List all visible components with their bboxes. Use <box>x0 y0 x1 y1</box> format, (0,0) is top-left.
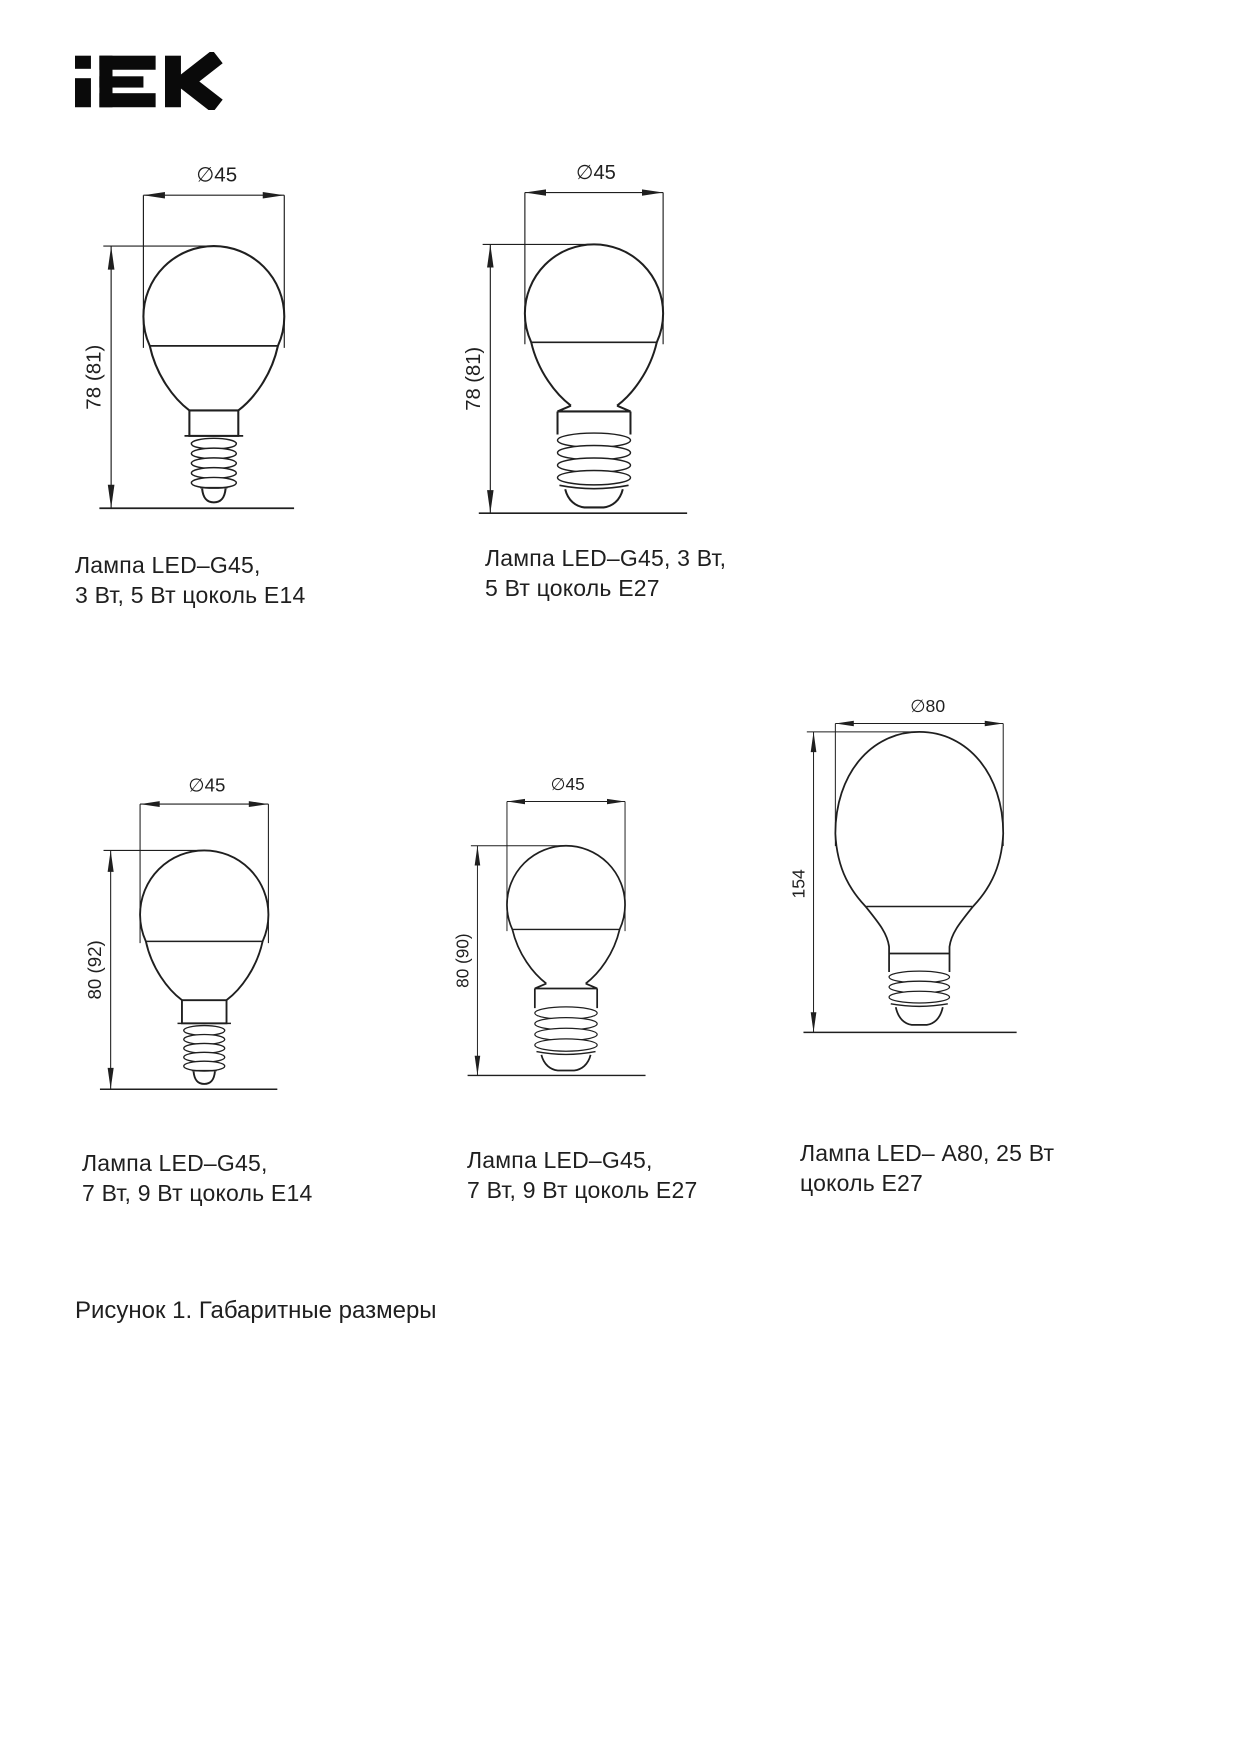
contact-tip <box>541 1055 590 1071</box>
contact-tip <box>565 489 623 507</box>
caption-g45-e27-7w <box>467 1145 697 1205</box>
caption-line: Лампа LED–G45, 3 Вт, <box>485 545 727 571</box>
diagram-g45-e27-3w <box>450 158 690 576</box>
screw-threads-e14 <box>184 1026 225 1071</box>
caption-line: 5 Вт цоколь Е27 <box>485 575 660 601</box>
screw-threads-e27 <box>535 1007 597 1051</box>
diameter-label: ∅45 <box>575 162 616 185</box>
base-collar <box>889 953 949 971</box>
diagram-g45-e14-7w <box>75 772 280 1151</box>
base-shoulder <box>535 984 597 989</box>
height-label: 80 (92) <box>83 940 105 1000</box>
caption-line: Лампа LED– А80, 25 Вт <box>800 1140 1055 1166</box>
tip-shoulder <box>891 1004 948 1007</box>
contact-tip <box>194 1071 215 1083</box>
diameter-dimension <box>835 721 1003 846</box>
base-collar <box>535 988 597 1008</box>
diameter-dimension <box>143 192 284 348</box>
tip-shoulder <box>559 485 628 488</box>
contact-tip <box>202 489 225 503</box>
caption-g45-e27-3w <box>485 543 726 603</box>
bulb-outline <box>835 732 1003 1025</box>
diameter-label: ∅80 <box>910 695 946 716</box>
caption-line: 3 Вт, 5 Вт цоколь Е14 <box>75 582 306 608</box>
bulb-drawing-g45-e27 <box>443 772 648 1125</box>
height-label: 78 (81) <box>82 344 106 410</box>
diameter-dimension <box>525 189 663 344</box>
bulb-drawing-g45-e14 <box>72 160 297 571</box>
logo-e-top <box>99 56 155 70</box>
diameter-label: ∅45 <box>550 774 585 795</box>
bulb-drawing-a80-e27 <box>785 695 1020 1068</box>
logo-i-dot <box>75 56 91 69</box>
diagram-g45-e27-7w <box>443 772 648 1130</box>
bulb-drawing-g45-e27 <box>450 158 690 571</box>
caption-line: Лампа LED–G45, <box>467 1147 653 1173</box>
diagram-g45-e14-3w <box>72 160 297 576</box>
height-label: 80 (90) <box>452 933 473 988</box>
screw-threads-e27 <box>558 433 631 485</box>
diameter-dimension <box>140 801 268 943</box>
logo-e-mid <box>99 76 143 87</box>
screw-threads-e14 <box>191 438 236 488</box>
base-collar <box>558 411 631 434</box>
caption-line: Лампа LED–G45, <box>82 1150 268 1176</box>
caption-line: 7 Вт, 9 Вт цоколь Е14 <box>82 1180 313 1206</box>
logo-k-chevron <box>186 57 218 107</box>
bulb-outline <box>507 846 625 1071</box>
contact-tip <box>896 1007 943 1025</box>
height-label: 78 (81) <box>462 346 485 411</box>
logo-e-bottom <box>99 93 155 107</box>
base-collar <box>189 410 238 435</box>
caption-g45-e14-7w <box>82 1148 312 1208</box>
figure-caption: Рисунок 1. Габаритные размеры <box>75 1297 437 1324</box>
diameter-label: ∅45 <box>196 163 238 187</box>
diagram-a80-e27-25w <box>785 695 1020 1073</box>
caption-a80-e27-25w <box>800 1138 1054 1198</box>
bulb-outline <box>140 850 268 1084</box>
caption-line: 7 Вт, 9 Вт цоколь Е27 <box>467 1177 698 1203</box>
iek-logo <box>75 52 225 115</box>
diameter-dimension <box>507 799 625 931</box>
screw-threads-e27 <box>889 971 949 1003</box>
tip-shoulder <box>536 1052 595 1055</box>
iek-logo-graphic <box>75 52 225 110</box>
logo-i-stem <box>75 78 91 107</box>
bulb-outline <box>525 244 663 507</box>
bulb-drawing-g45-e14 <box>75 772 280 1146</box>
diameter-label: ∅45 <box>188 774 226 796</box>
caption-line: цоколь Е27 <box>800 1170 924 1196</box>
caption-line: Лампа LED–G45, <box>75 552 261 578</box>
bulb-outline <box>143 246 284 502</box>
base-collar <box>182 1000 227 1023</box>
base-shoulder <box>558 406 631 412</box>
height-label: 154 <box>788 869 809 899</box>
caption-g45-e14-3w <box>75 550 305 610</box>
